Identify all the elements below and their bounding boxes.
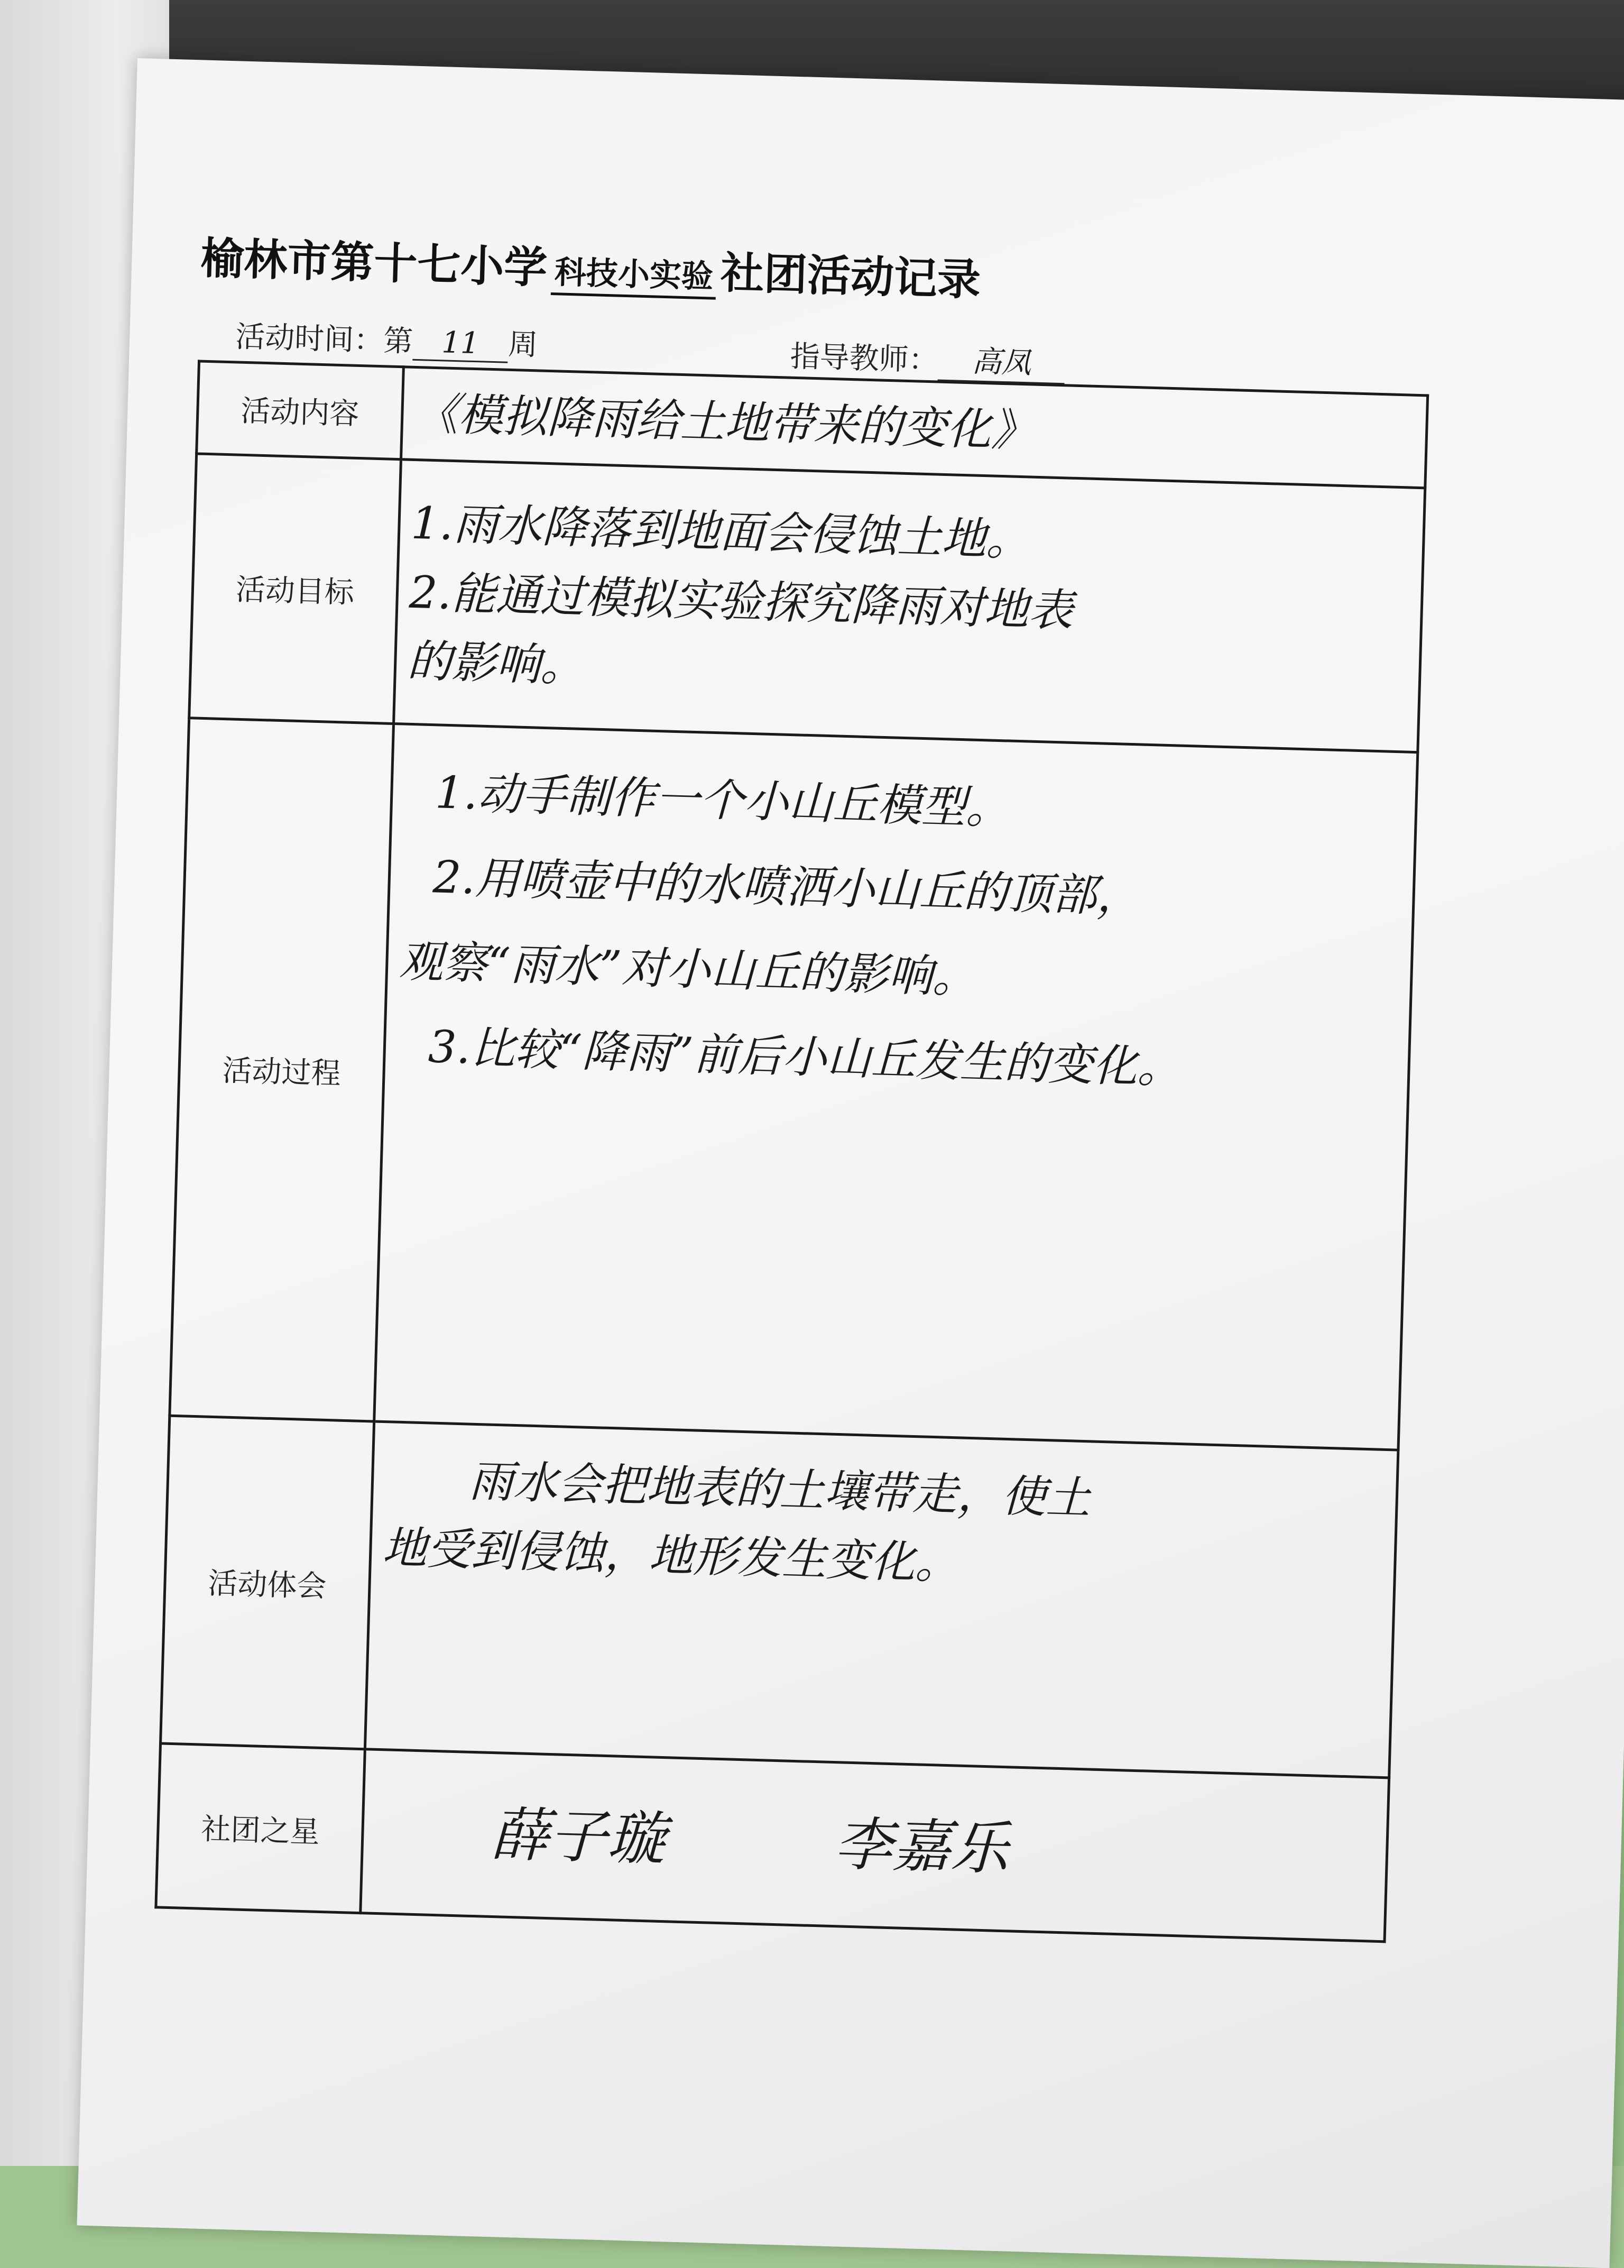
label-activity-reflection: 活动体会 xyxy=(161,1416,374,1749)
star-name: 李嘉乐 xyxy=(833,1810,1010,1883)
goal-line: 1.雨水降落到地面会侵蚀土地。 xyxy=(410,497,1031,566)
star-name: 薛子璇 xyxy=(490,1801,667,1874)
record-table xyxy=(154,360,1429,1943)
label-activity-content: 活动内容 xyxy=(197,361,404,460)
process-line: 观察“雨水”对小山丘的影响。 xyxy=(398,935,978,1003)
record-title: 社团活动记录 xyxy=(719,247,982,306)
row-activity-process xyxy=(170,718,1418,1450)
activity-content-text: 《模拟降雨给土地带来的变化》 xyxy=(401,367,1428,488)
activity-goal-text xyxy=(394,460,1425,752)
label-club-star: 社团之星 xyxy=(156,1743,365,1913)
time-label: 活动时间：第 xyxy=(235,319,414,359)
process-line: 3.比较“降雨”前后小山丘发生的变化。 xyxy=(427,1020,1183,1094)
process-line: 1.动手制作一个小山丘模型。 xyxy=(435,766,1011,834)
school-name: 榆林市第十七小学 xyxy=(200,233,548,293)
row-club-star xyxy=(156,1743,1389,1942)
process-line: 2.用喷壶中的水喷洒小山丘的顶部， xyxy=(432,851,1142,923)
label-activity-goal: 活动目标 xyxy=(189,454,401,724)
activity-process-text xyxy=(374,724,1418,1450)
reflection-line: 雨水会把地表的土壤带走，使土 xyxy=(468,1455,1092,1525)
label-activity-process: 活动过程 xyxy=(170,718,394,1421)
row-activity-goal xyxy=(189,454,1425,752)
record-document xyxy=(154,224,1491,1945)
teacher-name: 高凤 xyxy=(938,337,1066,385)
teacher-info xyxy=(790,333,1066,384)
week-number: 11 xyxy=(412,325,509,363)
goal-line: 的影响。 xyxy=(407,635,586,692)
activity-reflection-text xyxy=(365,1421,1398,1778)
activity-time xyxy=(235,313,538,364)
teacher-label: 指导教师： xyxy=(789,339,939,378)
week-suffix: 周 xyxy=(508,327,539,363)
club-star-names xyxy=(361,1749,1389,1942)
record-sheet xyxy=(77,58,1624,2268)
goal-line: 2.能通过模拟实验探究降雨对地表 xyxy=(408,566,1074,637)
row-activity-reflection xyxy=(161,1416,1398,1778)
club-name: 科技小实验 xyxy=(551,247,717,300)
reflection-line: 地受到侵蚀，地形发生变化。 xyxy=(382,1521,961,1590)
